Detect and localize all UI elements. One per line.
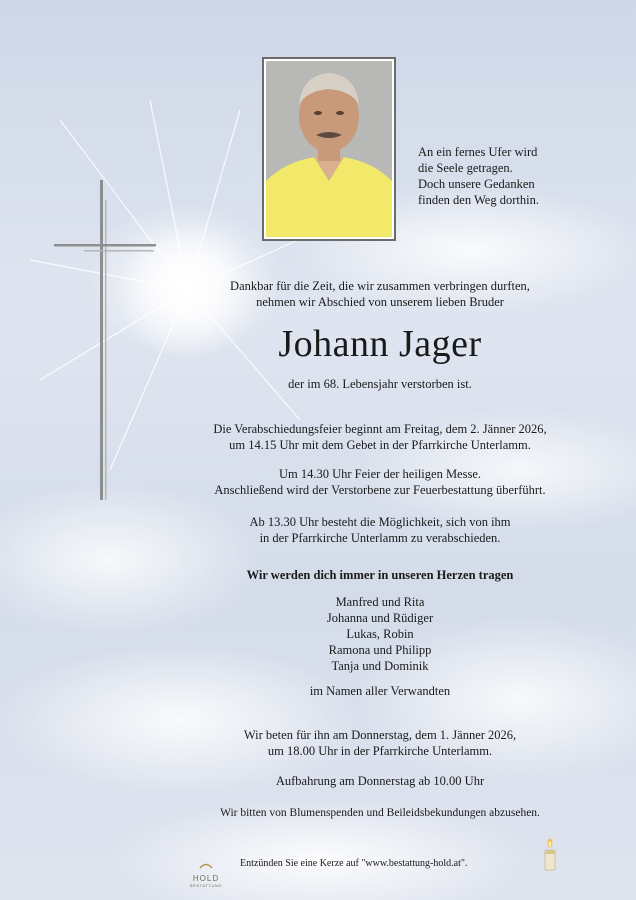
candle-link-text[interactable]: Entzünden Sie eine Kerze auf "www.bestattung-hold.at". bbox=[240, 858, 468, 869]
heart-text: Wir werden dich immer in unseren Herzen tragen bbox=[246, 568, 514, 582]
prayer-line: um 18.00 Uhr in der Pfarrkirche Unterlamm. bbox=[267, 744, 493, 758]
prayer-line: Wir beten für ihn am Donnerstag, dem 1. Jänner 2026, bbox=[243, 728, 517, 742]
relatives-text: im Namen aller Verwandten bbox=[309, 684, 451, 698]
logo-emblem-icon bbox=[199, 861, 213, 869]
mourner-item: Ramona und Philipp bbox=[328, 643, 432, 657]
intro-line: nehmen wir Abschied von unserem lieben Bruder bbox=[256, 295, 504, 309]
viewing-text: Aufbahrung am Donnerstag ab 10.00 Uhr bbox=[275, 774, 485, 788]
poem-line: finden den Weg dorthin. bbox=[418, 193, 539, 207]
hold-logo bbox=[186, 856, 226, 888]
viewing-info bbox=[140, 773, 620, 789]
mourner-item: Tanja und Dominik bbox=[331, 659, 429, 673]
relatives-line bbox=[140, 683, 620, 699]
logo-brand: HOLD bbox=[192, 874, 220, 883]
poem-line: die Seele getragen. bbox=[418, 161, 513, 175]
mass-line: Anschließend wird der Verstorbene zur Feuerbestattung überführt. bbox=[214, 483, 546, 497]
poem-line: An ein fernes Ufer wird bbox=[418, 145, 538, 159]
ceremony-line: Die Verabschiedungsfeier beginnt am Freitag, dem 2. Jänner 2026, bbox=[213, 422, 547, 436]
portrait-photo bbox=[262, 57, 396, 241]
mass-info bbox=[140, 466, 620, 498]
farewell-info bbox=[140, 514, 620, 546]
candle-icon[interactable] bbox=[543, 838, 557, 872]
intro-text bbox=[140, 278, 620, 310]
donation-text: Wir bitten von Blumenspenden und Beileidsbekundungen abzusehen. bbox=[220, 807, 540, 819]
mourner-item: Johanna und Rüdiger bbox=[326, 611, 434, 625]
ceremony-info bbox=[140, 421, 620, 453]
farewell-line: in der Pfarrkirche Unterlamm zu verabschieden. bbox=[259, 531, 501, 545]
mourner-item: Lukas, Robin bbox=[346, 627, 414, 641]
donation-note bbox=[140, 805, 620, 821]
poem bbox=[418, 144, 598, 208]
heart-line bbox=[140, 567, 620, 583]
portrait-image bbox=[266, 61, 392, 237]
mass-line: Um 14.30 Uhr Feier der heiligen Messe. bbox=[278, 467, 482, 481]
poem-line: Doch unsere Gedanken bbox=[418, 177, 535, 191]
age-text: der im 68. Lebensjahr verstorben ist. bbox=[288, 377, 472, 391]
farewell-line: Ab 13.30 Uhr besteht die Möglichkeit, sich von ihm bbox=[249, 515, 511, 529]
age-line bbox=[140, 376, 620, 392]
ceremony-line: um 14.15 Uhr mit dem Gebet in der Pfarrkirche Unterlamm. bbox=[229, 438, 531, 452]
intro-line: Dankbar für die Zeit, die wir zusammen verbringen durften, bbox=[230, 279, 530, 293]
logo-sub: BESTATTUNG bbox=[189, 883, 223, 888]
mourners-list bbox=[140, 594, 620, 674]
prayer-info bbox=[140, 727, 620, 759]
deceased-name: Johann Jager bbox=[278, 323, 482, 365]
mourner-item: Manfred und Rita bbox=[335, 595, 425, 609]
